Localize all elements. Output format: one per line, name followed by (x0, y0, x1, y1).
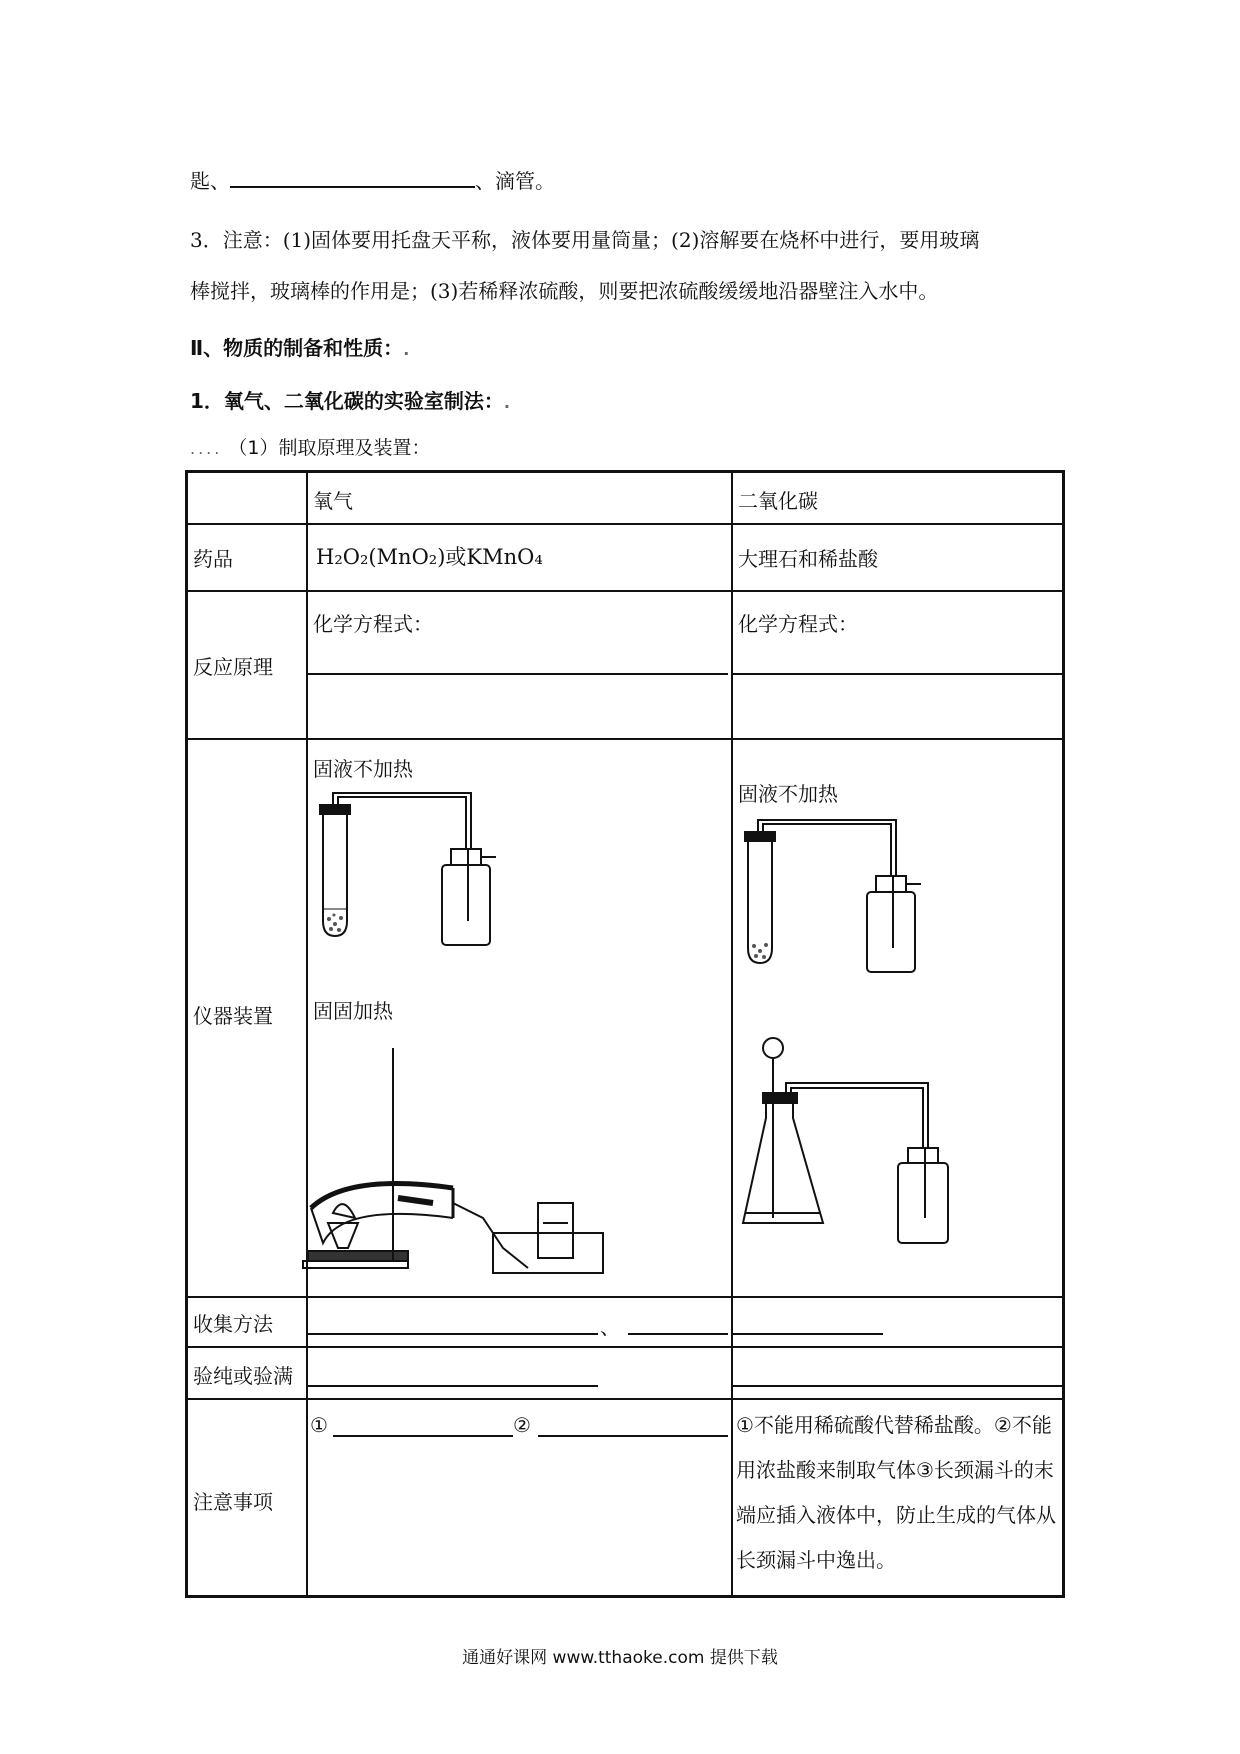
fill-line-end: 、滴管。 (475, 169, 555, 193)
subheading (190, 433, 430, 460)
test-tube-gas-bottle-diagram (311, 791, 491, 951)
co2-equation-blank[interactable] (733, 673, 1063, 675)
co2-notes-text: ①不能用稀硫酸代替稀盐酸。②不能用浓盐酸来制取气体③长颈漏斗的末端应插入液体中，防止生成的气体从长颈漏斗中逸出。 (736, 1413, 1056, 1572)
o2-note-mark-2: ② (513, 1413, 531, 1437)
col-divider-1 (306, 473, 308, 1595)
answer-blank[interactable] (230, 168, 475, 188)
row-label-apparatus: 仪器装置 (193, 1004, 273, 1028)
subheading-text: （1）制取原理及装置： (228, 437, 431, 459)
o2-equation-blank[interactable] (308, 673, 728, 675)
o2-setup1-label: 固液不加热 (313, 757, 413, 781)
co2-drugs: 大理石和稀盐酸 (738, 547, 878, 571)
note-line-1: 3．注意：(1)固体要用托盘天平称，液体要用量筒量；(2)溶解要在烧杯中进行，要用玻璃 (190, 228, 980, 252)
header-co2: 二氧化碳 (738, 489, 818, 513)
row-label-collect: 收集方法 (193, 1312, 273, 1336)
o2-drugs-formula: H₂O₂(MnO₂)或KMnO₄ (316, 545, 543, 569)
co2-setup1-label: 固液不加热 (738, 782, 838, 806)
row-divider (188, 1296, 1062, 1298)
fill-line-start: 匙、 (190, 169, 230, 193)
co2-test-tube-diagram (736, 818, 916, 978)
section-title-text: Ⅱ、物质的制备和性质： (190, 336, 404, 360)
o2-collect-blank-1[interactable] (308, 1333, 598, 1335)
o2-note-mark-1: ① (310, 1413, 328, 1437)
collect-separator: 、 (600, 1315, 620, 1339)
preparation-table (185, 470, 1065, 1598)
header-oxygen: 氧气 (313, 489, 353, 513)
row-label-drugs: 药品 (193, 547, 233, 571)
note-line-2: 棒搅拌，玻璃棒的作用是；(3)若稀释浓硫酸，则要把浓硫酸缓缓地沿器壁注入水中。 (190, 279, 939, 303)
o2-collect-blank-2[interactable] (628, 1333, 728, 1335)
conical-flask-diagram (738, 1038, 958, 1248)
footer: 通通好课网 www.tthaoke.com 提供下载 (462, 1648, 778, 1668)
co2-verify-blank[interactable] (733, 1385, 1063, 1387)
subsection-title-text: 1．氧气、二氧化碳的实验室制法： (190, 389, 504, 413)
o2-equation-label: 化学方程式： (313, 612, 433, 636)
o2-note-blank-1[interactable] (333, 1435, 513, 1437)
section-dot: . (403, 340, 413, 359)
section-title (190, 332, 412, 361)
leading-dots: .... (190, 439, 223, 458)
o2-note-blank-2[interactable] (538, 1435, 728, 1437)
col-divider-2 (731, 473, 733, 1595)
row-divider (188, 590, 1062, 592)
row-divider (188, 738, 1062, 740)
subsection-dot: . (503, 393, 513, 412)
co2-collect-blank[interactable] (733, 1333, 883, 1335)
row-divider (188, 523, 1062, 525)
row-label-notes: 注意事项 (193, 1490, 273, 1514)
o2-setup2-label: 固固加热 (313, 999, 393, 1023)
row-divider (188, 1346, 1062, 1348)
row-label-principle: 反应原理 (193, 655, 273, 679)
row-divider (188, 1398, 1062, 1400)
solid-heating-diagram (303, 1043, 603, 1273)
co2-equation-label: 化学方程式： (738, 612, 858, 636)
o2-verify-blank[interactable] (308, 1385, 598, 1387)
subsection-title (190, 385, 513, 414)
fill-line-1 (190, 165, 555, 194)
row-label-verify: 验纯或验满 (193, 1364, 293, 1388)
